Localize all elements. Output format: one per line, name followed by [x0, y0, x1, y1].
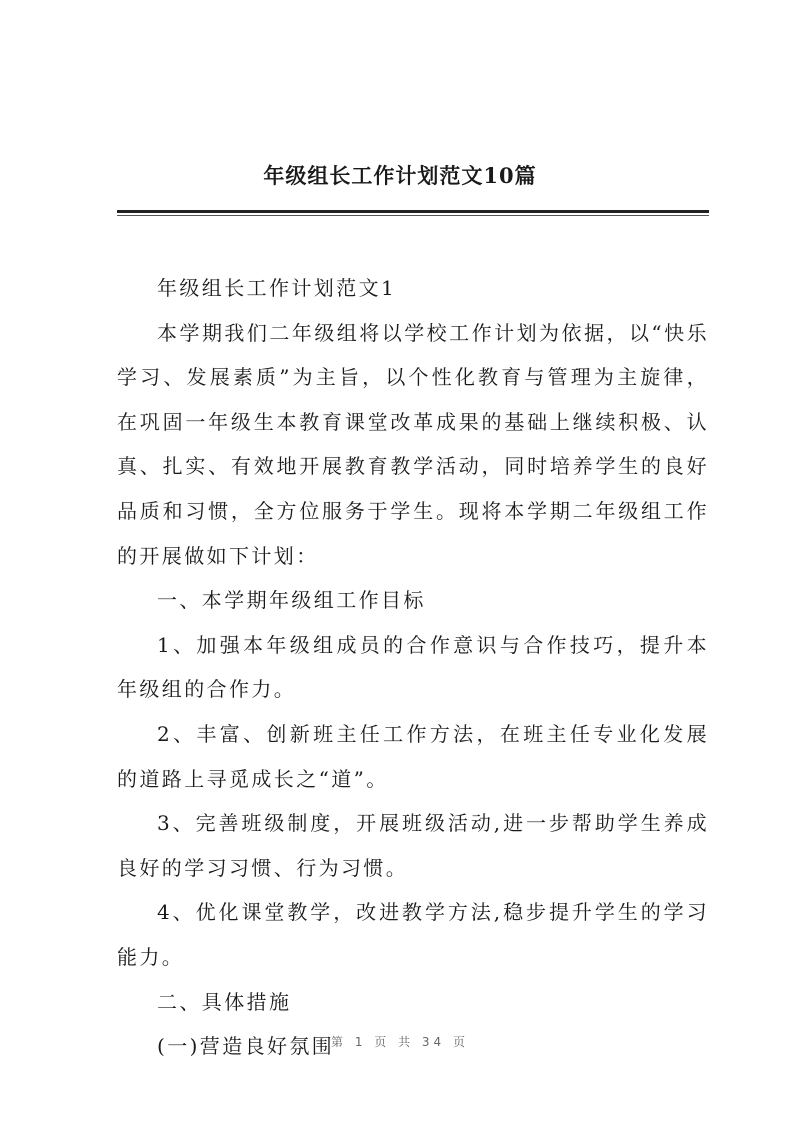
page-number-footer: 第 1 页 共 34 页: [331, 1035, 469, 1049]
paragraph: 1、加强本年级组成员的合作意识与合作技巧，提升本年级组的合作力。: [117, 632, 709, 702]
title-divider-thin: [117, 215, 709, 216]
paragraph: 2、丰富、创新班主任工作方法，在班主任专业化发展的道路上寻觅成长之“道”。: [117, 721, 709, 791]
section-heading: 年级组长工作计划范文1: [157, 276, 397, 300]
subsection-heading: (一)营造良好氛围: [157, 1034, 335, 1059]
document-body: [117, 266, 709, 1069]
paragraph: 4、优化课堂教学，改进教学方法,稳步提升学生的学习能力。: [117, 900, 709, 969]
document-title: 年级组长工作计划范文10篇: [263, 163, 537, 188]
title-divider: [117, 210, 709, 213]
section-heading: 二、具体措施: [157, 989, 292, 1014]
paragraph: 3、完善班级制度，开展班级活动,进一步帮助学生养成良好的学习习惯、行为习惯。: [117, 811, 709, 880]
paragraph: 本学期我们二年级组将以学校工作计划为依据，以“快乐学习、发展素质”为主旨，以个性化教育与管理为主旋律，在巩固一年级生本教育课堂改革成果的基础上继续积极、认真、扎实、有效地开展教育教学活动，同时培养学生的良好品质和习惯，全方位服务于学生。现将本学期二年级组工作的开展做如下计划：: [117, 320, 709, 568]
section-heading: 一、本学期年级组工作目标: [157, 588, 426, 613]
